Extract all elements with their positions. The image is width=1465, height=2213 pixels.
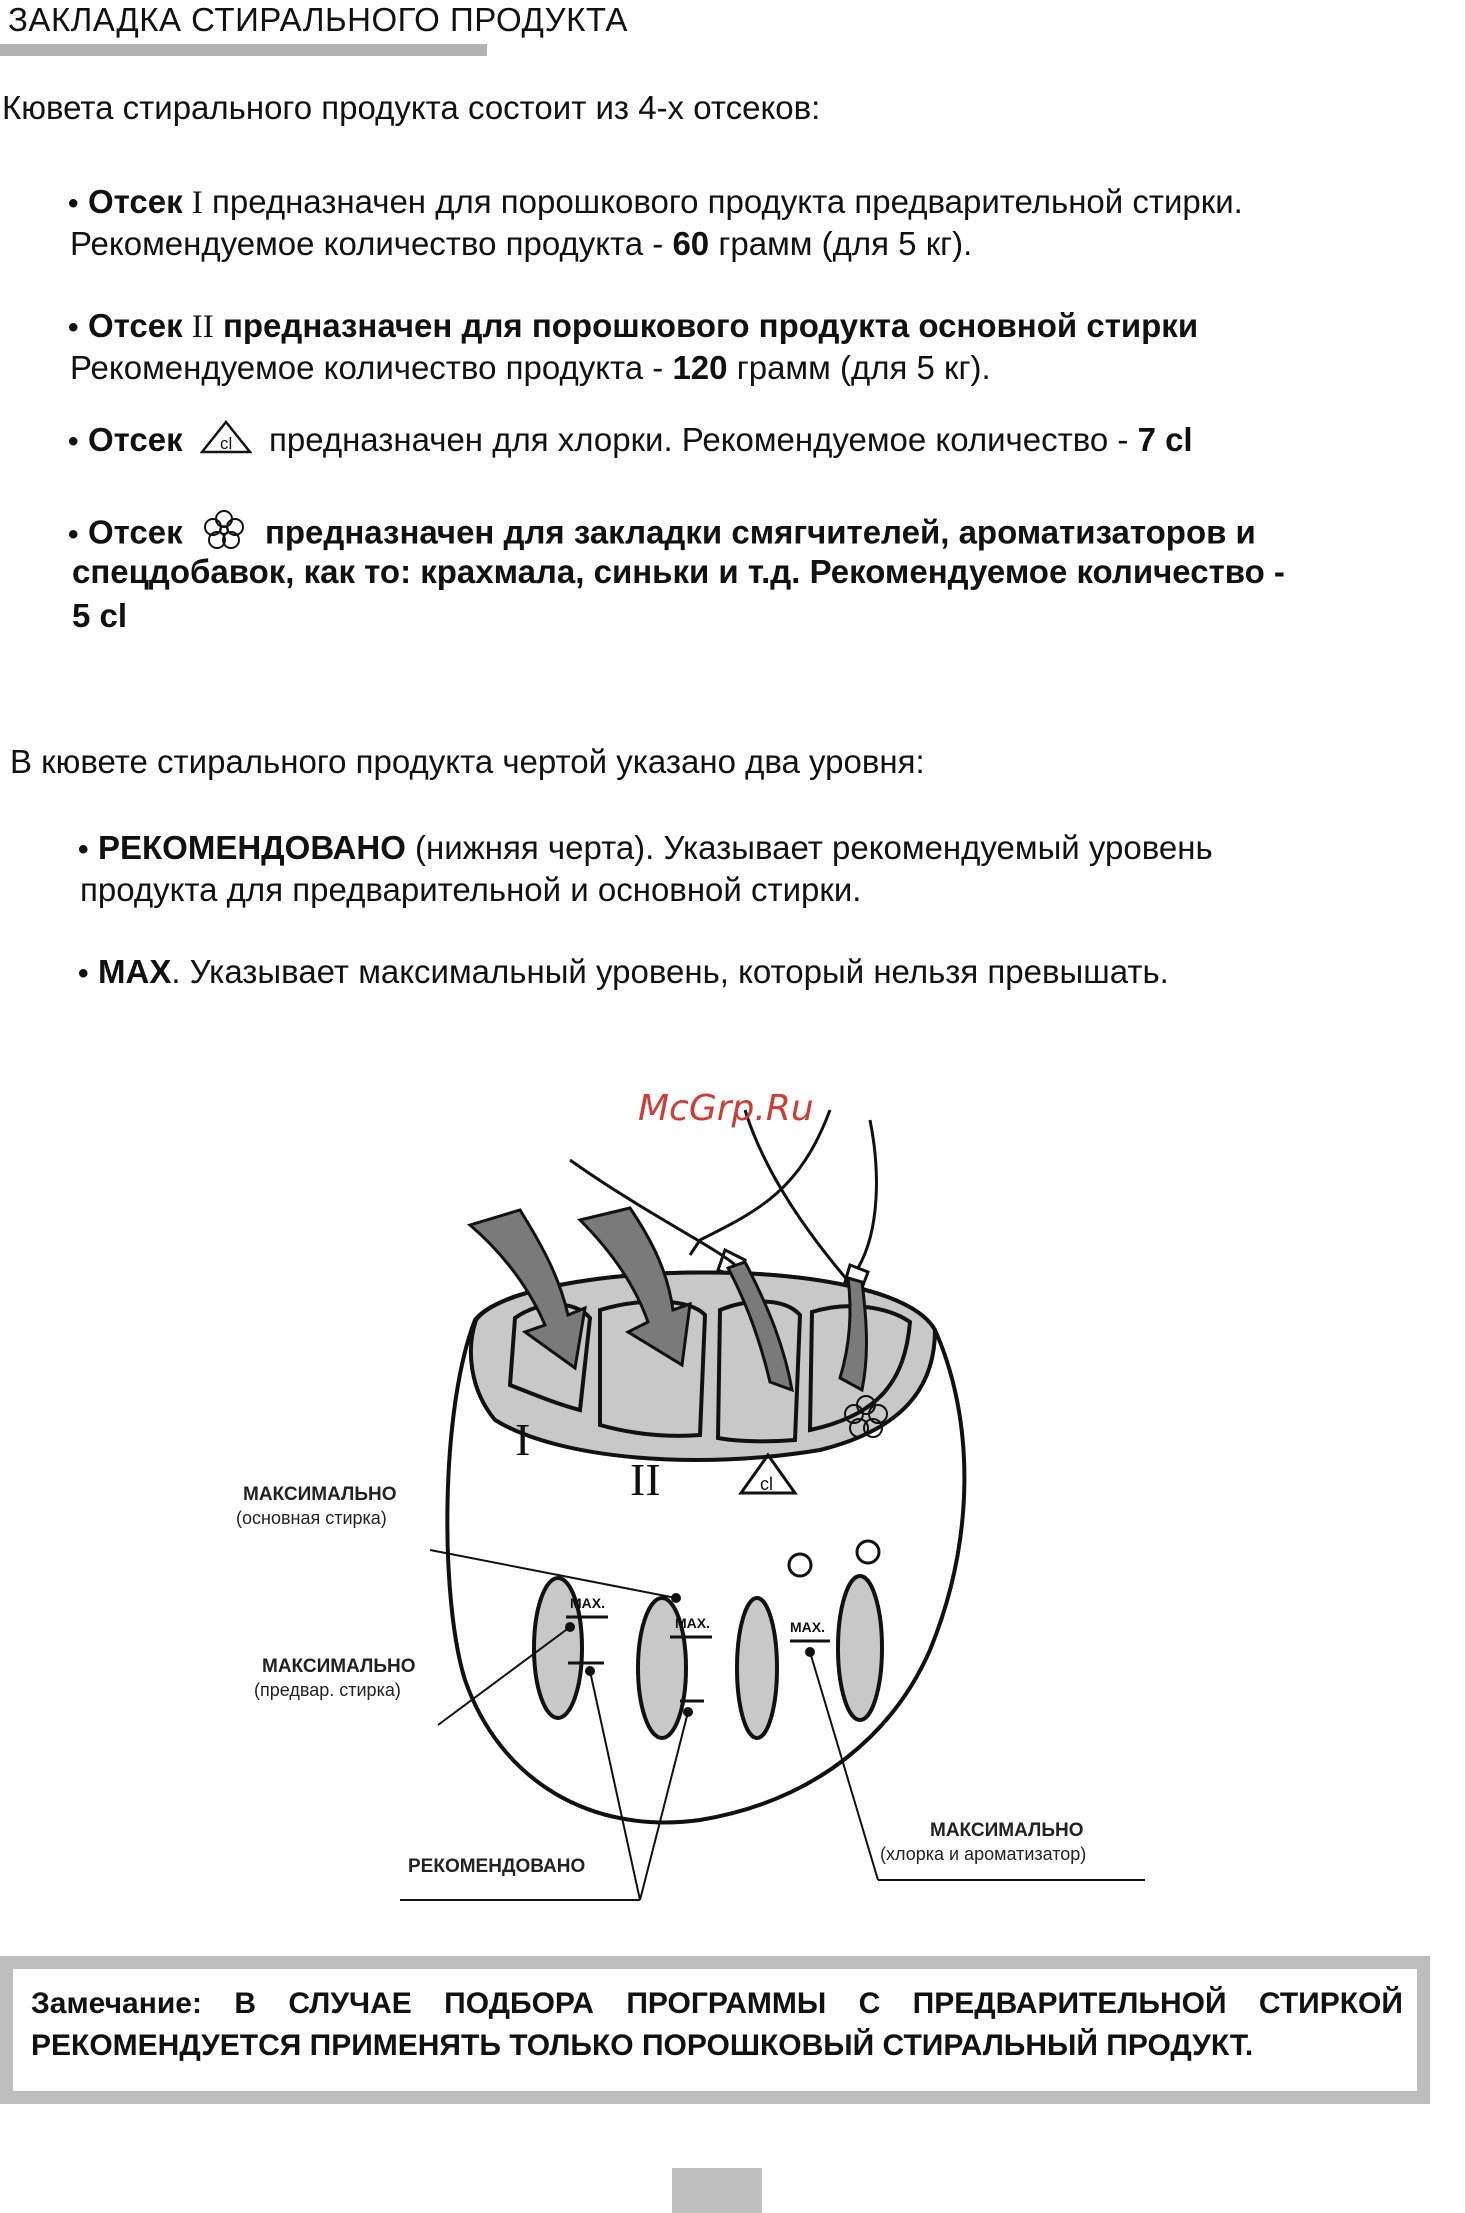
compartment-1-amount-prefix: Рекомендуемое количество продукта - [70,225,664,262]
compartment-2-amount-prefix: Рекомендуемое количество продукта - [70,349,664,386]
compartment-2-roman: II [191,309,214,345]
note-word: СЛУЧАЕ [288,1987,412,2020]
compartment-1-text: предназначен для порошкового продукта предварительной стирки. [211,183,1243,220]
diagram-roman-2: II [630,1454,661,1505]
intro-text: Кювета стирального продукта состоит из 4-х отсеков: [2,89,821,126]
page-number-tab [672,2168,762,2213]
label-max-main-sub: (основная стирка) [236,1508,387,1528]
pointing-hands [570,1110,876,1295]
compartment-4-amount: 5 cl [72,597,128,634]
compartment-2-amount: 120 [672,349,728,386]
diagram-roman-1: I [515,1414,531,1465]
compartment-2 [68,304,1198,349]
bleach-triangle-icon [200,420,252,464]
dispenser-diagram [0,1060,1465,1940]
compartment-3 [68,418,1193,464]
bullet [68,514,88,551]
indicator-circle-2 [857,1541,879,1563]
bullet [68,307,88,344]
note-word: ПРЕДВАРИТЕЛЬНОЙ [912,1987,1227,2020]
compartment-4-prefix: Отсек [88,513,183,551]
watermark: McGrp.Ru [638,1088,814,1129]
compartment-4-text: предназначен для закладки смягчителей, ароматизаторов и [264,513,1256,551]
title-underline-bar [0,44,487,56]
compartment-3-prefix: Отсек [88,421,183,458]
compartment-2-prefix: Отсек [88,307,183,344]
level-recommended-line2: продукта для предварительной и основной стирки. [80,871,862,908]
level-recommended-term: РЕКОМЕНДОВАНО [98,829,406,866]
note-word: ПРОГРАММЫ [626,1987,827,2020]
svg-text:cl: cl [219,434,233,454]
bullet [78,829,98,866]
note-label: Замечание: [31,1987,202,2020]
label-max-main-title: МАКСИМАЛЬНО [243,1484,397,1505]
level-max-text: . Указывает максимальный уровень, который нельзя превышать. [171,953,1169,990]
note-word: СТИРКОЙ [1258,1987,1403,2020]
diagram-bleach-symbol: cl [760,1474,773,1494]
max-mark-3: MAX. [790,1619,825,1635]
compartment-1-roman: I [191,185,203,221]
compartment-2-text: предназначен для порошкового продукта основной стирки [222,307,1199,344]
level-max [78,950,1169,995]
indicator-circle-1 [789,1554,811,1576]
note-line-2: РЕКОМЕНДУЕТСЯ ПРИМЕНЯТЬ ТОЛЬКО ПОРОШКОВЫЙ СТИРАЛЬНЫЙ ПРОДУКТ. [31,2029,1254,2062]
compartment-2-amount-line [70,346,991,389]
compartment-1 [68,180,1243,225]
label-max-bleach-sub: (хлорка и ароматизатор) [880,1844,1087,1864]
bullet [78,953,98,990]
compartment-1-prefix: Отсек [88,183,183,220]
note-line-1 [31,1983,1403,2025]
bullet [68,421,88,458]
note-word: С [858,1987,881,2020]
note-word: ПОДБОРА [444,1987,594,2020]
label-recommended: РЕКОМЕНДОВАНО [408,1856,586,1877]
level-recommended [78,826,1213,871]
page-title: ЗАКЛАДКА СТИРАЛЬНОГО ПРОДУКТА [8,1,628,38]
note-content [13,1969,1417,2091]
max-mark-2: MAX. [675,1615,710,1631]
label-max-pre-title: МАКСИМАЛЬНО [262,1656,416,1677]
level-max-term: MAX [98,953,172,990]
compartment-2-amount-suffix: грамм (для 5 кг). [736,349,991,386]
compartment-3-amount: 7 cl [1137,421,1193,458]
compartment-1-amount-line [70,222,972,265]
note-box [0,1956,1430,2104]
compartment-1-amount-suffix: грамм (для 5 кг). [718,225,973,262]
level-recommended-text: (нижняя черта). Указывает рекомендуемый уровень [415,829,1213,866]
label-max-pre-sub: (предвар. стирка) [254,1680,401,1700]
compartment-1-amount: 60 [672,225,710,262]
note-word: В [234,1987,256,2020]
levels-intro: В кювете стирального продукта чертой указано два уровня: [10,743,925,780]
label-max-bleach-title: МАКСИМАЛЬНО [930,1820,1084,1841]
compartment-4-line2: спецдобавок, как то: крахмала, синьки и т.д. Рекомендуемое количество - [72,553,1285,590]
bullet [68,183,88,220]
level-window-4 [838,1576,882,1720]
level-window-3 [737,1598,777,1738]
max-mark-1: MAX. [570,1595,605,1611]
compartment-3-text: предназначен для хлорки. Рекомендуемое количество - [268,421,1129,458]
